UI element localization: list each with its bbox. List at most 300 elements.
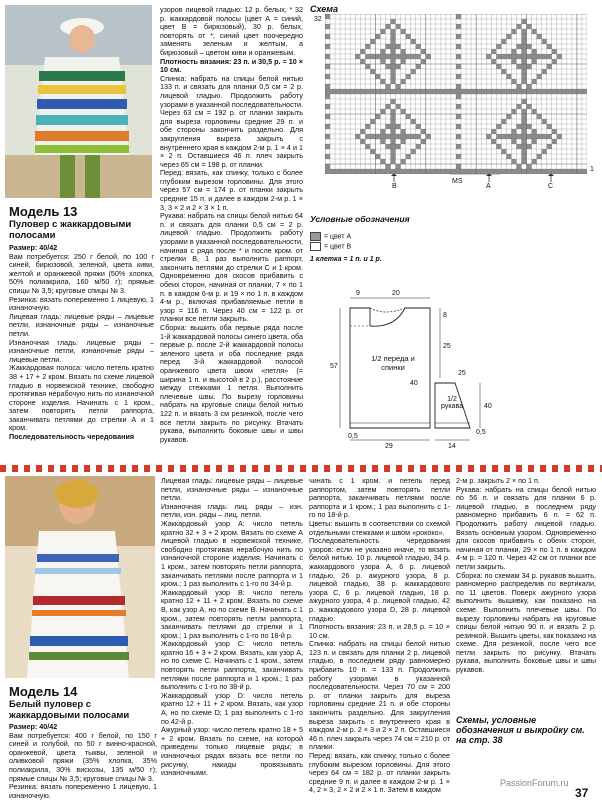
- chart-cell: [491, 49, 496, 54]
- chart-cell: [527, 104, 532, 109]
- chart-cell: [547, 89, 552, 94]
- chart-cell: [496, 89, 501, 94]
- chart-cell: [391, 34, 396, 39]
- chart-cell: [380, 139, 385, 144]
- chart-cell: [391, 154, 396, 159]
- chart-cell: [391, 99, 396, 104]
- chart-cell: [411, 54, 416, 59]
- chart-cell: [527, 134, 532, 139]
- dim-bottom-2: 29: [385, 443, 393, 450]
- model13-title: Модель 13: [9, 204, 78, 219]
- chart-cell: [391, 119, 396, 124]
- chart-cell: [491, 129, 496, 134]
- chart-cell: [401, 79, 406, 84]
- chart-cell: [542, 134, 547, 139]
- chart-cell: [365, 44, 370, 49]
- model13-materials: Вам потребуется: 250 г белой, по 100 г синей, бирюзовой, зеленой, цвета киви, желтой и оранжевой пряжи (50% хлопка, 50% полиакрила, 160 м/50 г); прямые спицы № 3,5; круговые спицы № 3.: [9, 251, 154, 295]
- chart-cell: [511, 159, 516, 164]
- chart-side-label: 1: [590, 166, 594, 173]
- model13-jacquard: Жаккардовая полоса: число петель кратно 38 + 17 + 2 кром. Вязать по схеме лицевой гладью в норвежской технике, свободно протягивая нерабочую нить по изнаночной стороне изделия. Начинать с 1 кром., затем повторять петли раппорта, заканчивать петлями до стрелки А и 1 кром.: [9, 363, 154, 433]
- chart-cell: [522, 144, 527, 149]
- chart-cell: [370, 119, 375, 124]
- chart-cell: [396, 54, 401, 59]
- chart-cell: [577, 89, 582, 94]
- model13-rib: Резинка: вязать попеременно 1 лицевую, 1 изнаночную.: [9, 294, 154, 313]
- model14-col3e: Спинка: набрать на спицы белой нитью 123 п. и связать для планки 2 р. лицевой гладью, в последнем ряду равномерно прибавить 10 п. = 133 п. Продолжить работу узорами в указанной последовательности. Через 70 см = 200 р. от планки закрыть для выреза горловины средние 21 п. и обе стороны закончить раздельно. Для закругления выреза закрыть с внутреннего края в каждом 2-м р. 2 × 3 и 2 × 2 п. Оставшиеся 46 п. плеч закрыть через 74 см = 210 р. от планки.: [309, 639, 450, 752]
- chart-cell: [391, 109, 396, 114]
- chart-cell: [370, 134, 375, 139]
- chart-cell: [456, 24, 461, 29]
- chart-cell: [486, 54, 491, 59]
- dim-sleeve-2: 40: [484, 403, 492, 410]
- chart-cell: [335, 89, 340, 94]
- chart-cell: [360, 89, 365, 94]
- chart-cell: [370, 89, 375, 94]
- chart-cell: [421, 89, 426, 94]
- chart-cell: [456, 124, 461, 129]
- back-label: 1/2 переда и спинки: [371, 354, 415, 372]
- chart-cell: [396, 89, 401, 94]
- chart-cell: [325, 84, 330, 89]
- chart-cell: [380, 159, 385, 164]
- chart-cell: [411, 134, 416, 139]
- chart-cell: [375, 34, 380, 39]
- chart-cell: [496, 134, 501, 139]
- chart-cell: [506, 54, 511, 59]
- chart-cell: [411, 69, 416, 74]
- chart-cell: [557, 54, 562, 59]
- chart-cell: [416, 44, 421, 49]
- chart-cell: [542, 69, 547, 74]
- chart-cell: [391, 74, 396, 79]
- chart-cell: [391, 54, 396, 59]
- model14-col2a: Лицевая гладь: лицевые ряды – лицевые петли, изнаночные ряды – изнаночные петли.: [161, 476, 303, 503]
- model14-col2b: Изнаночная гладь: лиц. ряды – изн. петли, изн. ряды – лиц. петли.: [161, 501, 303, 520]
- chart-cell: [456, 84, 461, 89]
- chart-cell: [496, 144, 501, 149]
- chart-cell: [391, 149, 396, 154]
- chart-cell: [547, 54, 552, 59]
- model14-col3a: чинать с 1 кром. и петель перед раппортом, затем повторять петли раппорта, заканчивать петлями после раппорта и 1 кром.; 1 раз выполнить с 1-го по 18-й р.: [309, 476, 450, 520]
- chart-cell: [552, 89, 557, 94]
- chart-cell: [406, 89, 411, 94]
- chart-cell: [380, 79, 385, 84]
- model14-col4b: Рукава: набрать на спицы белой нитью по 56 п. и связать для планки 6 р. лицевой гладью, в последнем ряду равномерно прибавить 6 п. = 62 п. Продолжить работу лицевой гладью. Вязать основным узором. Одновременно для скосов прибавить с обеих сторон, начиная от планки, 29 × по 1 п. в каждом 4-м р. = 120 п. Через 42 см от планки все петли закрыть.: [456, 484, 596, 571]
- chart-cell: [496, 44, 501, 49]
- chart-cell: [360, 59, 365, 64]
- chart-cell: [516, 84, 521, 89]
- chart-cell: [456, 104, 461, 109]
- chart-cell: [325, 124, 330, 129]
- chart-cell: [511, 54, 516, 59]
- chart-cell: [527, 164, 532, 169]
- chart-cell: [532, 49, 537, 54]
- chart-cell: [481, 89, 486, 94]
- chart-cell: [355, 54, 360, 59]
- chart-cell: [375, 89, 380, 94]
- section-divider: [0, 465, 602, 472]
- chart-cell: [370, 69, 375, 74]
- chart-cell: [476, 89, 481, 94]
- chart-cell: [491, 139, 496, 144]
- chart-cell: [416, 124, 421, 129]
- chart-cell: [532, 139, 537, 144]
- chart-cell: [572, 89, 577, 94]
- model14-col3d: Плотность вязания: 23 п. и 28,5 р. = 10 × 10 см.: [309, 622, 450, 640]
- chart-cell: [522, 134, 527, 139]
- chart-cell: [522, 54, 527, 59]
- watermark: PassionForum.ru: [500, 778, 569, 788]
- chart-cell: [385, 54, 390, 59]
- chart-cell: [516, 124, 521, 129]
- chart-cell: [385, 134, 390, 139]
- chart-cell: [325, 134, 330, 139]
- chart-cell: [385, 144, 390, 149]
- chart-cell: [532, 54, 537, 59]
- chart-cell: [401, 49, 406, 54]
- chart-cell: [547, 134, 552, 139]
- chart-cell: [431, 89, 436, 94]
- chart-cell: [501, 119, 506, 124]
- chart-cell: [391, 29, 396, 34]
- chart-cell: [537, 134, 542, 139]
- chart-cell: [582, 89, 587, 94]
- chart-cell: [401, 139, 406, 144]
- model14-col4a: 2-м р. закрыть 2 × по 1 п.: [456, 476, 540, 485]
- chart-cell: [537, 54, 542, 59]
- chart-cell: [391, 159, 396, 164]
- chart-cell: [396, 64, 401, 69]
- chart-cell: [456, 164, 461, 169]
- chart-cell: [537, 89, 542, 94]
- chart-cell: [532, 159, 537, 164]
- chart-cell: [506, 134, 511, 139]
- chart-cell: [527, 24, 532, 29]
- chart-cell: [360, 139, 365, 144]
- chart-cell: [527, 64, 532, 69]
- chart-cell: [542, 39, 547, 44]
- model14-col2g: Ажурный узор: число петель кратно 18 + 5 + 2 кром. Вязать по схеме, на которой приведены только лицевые ряды; в изнаночных рядах вязать все петли по рисунку, накиды провязывать изнаночными.: [161, 725, 303, 778]
- chart-cell: [391, 144, 396, 149]
- dim-sleeve-1: 25: [458, 370, 466, 377]
- chart-cell: [511, 134, 516, 139]
- chart-cell: [385, 124, 390, 129]
- chart-cell: [406, 154, 411, 159]
- chart-cell: [421, 139, 426, 144]
- chart-cell: [486, 134, 491, 139]
- chart-cell: [391, 69, 396, 74]
- knitting-chart: [325, 14, 587, 174]
- chart-cell: [441, 89, 446, 94]
- chart-cell: [522, 89, 527, 94]
- chart-cell: [406, 114, 411, 119]
- model13-reverse: Изнаночная гладь: лицевые ряды – изнаночные петли, изнаночные ряды – лицевые петли.: [9, 337, 154, 364]
- chart-cell: [456, 74, 461, 79]
- chart-cell: [557, 89, 562, 94]
- legend-a-row: = цвет А: [310, 232, 460, 242]
- chart-cell: [416, 89, 421, 94]
- chart-cell: [385, 24, 390, 29]
- chart-cell: [537, 114, 542, 119]
- chart-cell: [516, 54, 521, 59]
- model14-subtitle: Белый пуловер с жаккардовыми полосами: [9, 699, 130, 721]
- chart-cell: [522, 49, 527, 54]
- model14-col4c: Сборка: по схемам 34 р. рукавов вышить, равномерно распределив по вертикали, по 11 цветов. Поверх ажурного узора выполнить вышивку, как показано на схеме. Выполнить плечевые швы. По вырезу горловины набрать на круговые спицы белой нитью 90 п. и вязать 2 р. резинкой. Вышить цветы, как показано на схеме. Для резинкой, после чего все петли закрыть по рисунку. Втачать рукава, выполнить боковые швы и швы рукавов.: [456, 570, 596, 675]
- model14-materials: Вам потребуется: 400 г белой, по 150 г синей и голубой, по 50 г винно-красной, оранжевой, цвета тыквы, зеленой и оливковой пряжи (35% хлопка, 35% полиакрила, 30% вискозы, 135 м/50 г); прямые спицы № 3,5; круговые спицы № 3.: [9, 730, 157, 783]
- chart-cell: [491, 59, 496, 64]
- chart-cell: [456, 54, 461, 59]
- chart-cell: [365, 89, 370, 94]
- chart-cell: [406, 34, 411, 39]
- chart-cell: [511, 129, 516, 134]
- chart-cell: [396, 144, 401, 149]
- chart-cell: [456, 64, 461, 69]
- chart-cell: [396, 164, 401, 169]
- model14-col3f: Перед: вязать, как спинку, только с более глубоким вырезом горловины. Для этого через 64 см = 182 р. от планки закрыть средние 9 п. и далее в каждом 2-м р. 1 × 4, 2 × 3, 2 × 2 и 2 × 1 п. Затем в каждом: [309, 751, 450, 795]
- chart-cell: [411, 119, 416, 124]
- chart-cell: [501, 89, 506, 94]
- chart-cell: [466, 89, 471, 94]
- chart-cell: [385, 84, 390, 89]
- model13-col2: узоров лицевой гладью: 12 р. белых, * 32 р. жаккардовой полосы (цвет А = синий, цвет В = бирюзовый), 30 р. белых, повторять от *; синий цвет поочередно заменять зеленым и желтым, а бирюзовый – цветом киви и оранжевым.: [160, 5, 303, 57]
- chart-cell: [456, 94, 461, 99]
- pattern-diagram: [330, 288, 590, 453]
- chart-cell: [325, 154, 330, 159]
- chart-top-label: 32: [314, 16, 322, 23]
- dim-left-1: 57: [330, 363, 338, 370]
- chart-cell: [547, 124, 552, 129]
- chart-cell: [370, 149, 375, 154]
- chart-cell: [527, 84, 532, 89]
- chart-cell: [391, 114, 396, 119]
- model13-sequence: Последовательность чередования: [9, 432, 135, 442]
- model13-sleeves: Рукава: набрать на спицы белой нитью 64 п. и связать для планки 0,5 см = 2 р. лицевой гладью. Продолжить работу узорами в указанной последовательности, начиная с ряда после * и после кром. от стрелки В, 1 раз выполнить раппорт, закончить петлями до стрелки С и 1 кром. Одновременно для скосов прибавить с обеих сторон, начиная от планки, 7 × по 1 п. в каждом 6-м р. и 19 × по 1 п. в каждом 4-м р., включая прибавляемые петли в узор = 116 п. Через 40 см = 122 р. от планки все петли закрыть.: [160, 211, 303, 324]
- footer-note: Схемы, условные обозначения и выкройку см. на стр. 38: [456, 715, 585, 745]
- chart-cell: [406, 54, 411, 59]
- chart-cell: [451, 89, 456, 94]
- chart-cell: [522, 109, 527, 114]
- chart-cell: [511, 109, 516, 114]
- model14-size: Размер: 40/42: [9, 722, 58, 731]
- chart-cell: [411, 39, 416, 44]
- chart-cell: [350, 89, 355, 94]
- dim-top-1: 9: [356, 290, 360, 297]
- chart-cell: [501, 39, 506, 44]
- legend-b-row: = цвет В: [310, 242, 460, 252]
- chart-cell: [522, 149, 527, 154]
- chart-cell: [436, 89, 441, 94]
- chart-cell: [501, 69, 506, 74]
- chart-cell: [522, 99, 527, 104]
- model13-density: Плотность вязания: 23 п. и 30,5 р. = 10 × 10 см.: [160, 56, 303, 75]
- chart-cell: [325, 144, 330, 149]
- chart-cell: [391, 124, 396, 129]
- chart-cell: [380, 109, 385, 114]
- chart-cell: [370, 54, 375, 59]
- chart-cell: [511, 139, 516, 144]
- chart-cell: [375, 74, 380, 79]
- chart-cell: [401, 89, 406, 94]
- chart-cell: [522, 124, 527, 129]
- chart-cell: [511, 59, 516, 64]
- model13-back: Спинка: набрать на спицы белой нитью 133 п. и связать для планки 0,5 см = 2 р. лицевой гладью. Продолжить работу узорами в указанной последовательности. Через 63 см = 192 р. от планки закрыть для выреза горловины средние 29 п. и обе стороны закончить раздельно. Для закругления выреза закрыть с внутреннего края в каждом 2-м р. 1 × 4 и 1 × 2 п. Оставшиеся 46 п. плеч закрыть через 65 см = 198 р. от планки.: [160, 73, 303, 169]
- chart-cell: [325, 89, 330, 94]
- chart-cell: [325, 34, 330, 39]
- dim-sleeve-3: 0,5: [476, 429, 486, 436]
- chart-cell: [325, 44, 330, 49]
- chart-cell: [456, 44, 461, 49]
- chart-cell: [542, 149, 547, 154]
- chart-arrow-c: C: [548, 183, 554, 190]
- chart-cell: [532, 109, 537, 114]
- chart-cell: [471, 89, 476, 94]
- chart-cell: [552, 129, 557, 134]
- chart-cell: [506, 89, 511, 94]
- chart-cell: [325, 104, 330, 109]
- chart-cell: [325, 54, 330, 59]
- model13-size: Размер: 40/42: [9, 243, 58, 252]
- dim-bottom-3: 14: [448, 443, 456, 450]
- model13-subtitle: Пуловер с жаккардовыми полосами: [9, 219, 132, 241]
- chart-cell: [522, 114, 527, 119]
- chart-cell: [365, 124, 370, 129]
- model14-title: Модель 14: [9, 684, 78, 699]
- chart-cell: [547, 64, 552, 69]
- model14-photo: [5, 476, 155, 678]
- chart-cell: [325, 94, 330, 99]
- chart-cell: [547, 44, 552, 49]
- chart-cell: [355, 89, 360, 94]
- chart-cell: [375, 134, 380, 139]
- chart-cell: [380, 49, 385, 54]
- chart-cell: [385, 64, 390, 69]
- chart-cell: [330, 89, 335, 94]
- chart-cell: [511, 49, 516, 54]
- chart-cell: [522, 74, 527, 79]
- chart-cell: [522, 139, 527, 144]
- chart-cell: [325, 14, 330, 19]
- chart-cell: [496, 124, 501, 129]
- chart-arrow-a: A: [486, 183, 491, 190]
- chart-cell: [506, 74, 511, 79]
- chart-cell: [426, 54, 431, 59]
- chart-cell: [345, 89, 350, 94]
- chart-cell: [522, 34, 527, 39]
- chart-cell: [542, 119, 547, 124]
- dim-right-3: 40: [410, 380, 418, 387]
- chart-cell: [446, 89, 451, 94]
- chart-cell: [516, 44, 521, 49]
- chart-cell: [380, 134, 385, 139]
- chart-cell: [380, 59, 385, 64]
- model14-col2d: Жаккардовый узор В: число петель кратно 12 + 11 + 2 кром. Вязать по схеме В, как узор А, но по схеме В. Начинать с 1 кром., затем повторять петли раппорта, заканчивать петлями до стрелки и 1 кром.; 1 раз выполнить с 1-го по 18-й р.: [161, 587, 303, 640]
- sleeve-label: 1/2 рукава: [441, 396, 463, 410]
- chart-cell: [365, 54, 370, 59]
- chart-cell: [547, 144, 552, 149]
- chart-cell: [385, 44, 390, 49]
- chart-cell: [380, 54, 385, 59]
- chart-cell: [522, 129, 527, 134]
- chart-cell: [511, 79, 516, 84]
- chart-cell: [522, 154, 527, 159]
- chart-cell: [365, 144, 370, 149]
- chart-cell: [552, 139, 557, 144]
- chart-cell: [456, 89, 461, 94]
- chart-cell: [527, 89, 532, 94]
- model14-col2f: Жаккардовый узор D: число петель кратно 12 + 11 + 2 кром. Вязать, как узор А, но по схеме D; 1 раз выполнить с 1-го по 42-й р.: [161, 690, 303, 726]
- dim-top-2: 20: [392, 290, 400, 297]
- chart-cell: [522, 29, 527, 34]
- chart-cell: [360, 129, 365, 134]
- legend-a-swatch: [310, 232, 321, 241]
- chart-cell: [552, 59, 557, 64]
- chart-cell: [527, 124, 532, 129]
- chart-cell: [426, 89, 431, 94]
- chart-cell: [396, 24, 401, 29]
- chart-cell: [380, 89, 385, 94]
- chart-cell: [542, 89, 547, 94]
- chart-cell: [552, 49, 557, 54]
- chart-cell: [501, 149, 506, 154]
- chart-cell: [365, 64, 370, 69]
- chart-cell: [557, 134, 562, 139]
- chart-cell: [491, 89, 496, 94]
- chart-cell: [532, 59, 537, 64]
- chart-cell: [522, 44, 527, 49]
- chart-cell: [401, 59, 406, 64]
- chart-cell: [522, 69, 527, 74]
- chart-cell: [456, 34, 461, 39]
- chart-cell: [325, 64, 330, 69]
- chart-cell: [391, 44, 396, 49]
- chart-cell: [501, 134, 506, 139]
- chart-cell: [416, 54, 421, 59]
- chart-cell: [567, 89, 572, 94]
- chart-cell: [406, 74, 411, 79]
- chart-cell: [411, 89, 416, 94]
- chart-cell: [537, 34, 542, 39]
- chart-cell: [542, 54, 547, 59]
- chart-cell: [456, 134, 461, 139]
- chart-cell: [426, 134, 431, 139]
- chart-cell: [391, 64, 396, 69]
- chart-cell: [461, 89, 466, 94]
- model14-col3b: Цветы: вышить в соответствии со схемой отдельными стежками и швом «рококо».: [309, 518, 450, 537]
- dim-right-2: 25: [443, 343, 451, 350]
- legend-cell: 1 клетка = 1 п. и 1 р.: [310, 255, 382, 263]
- chart-cell: [396, 84, 401, 89]
- chart-cell: [522, 79, 527, 84]
- chart-cell: [532, 79, 537, 84]
- chart-cell: [401, 54, 406, 59]
- chart-cell: [456, 154, 461, 159]
- chart-cell: [532, 129, 537, 134]
- chart-cell: [391, 39, 396, 44]
- model13-photo: [5, 5, 152, 198]
- chart-cell: [516, 104, 521, 109]
- chart-cell: [506, 114, 511, 119]
- chart-cell: [391, 79, 396, 84]
- chart-cell: [411, 149, 416, 154]
- chart-cell: [522, 119, 527, 124]
- chart-cell: [532, 29, 537, 34]
- chart-cell: [532, 134, 537, 139]
- chart-cell: [527, 44, 532, 49]
- chart-cell: [522, 19, 527, 24]
- chart-cell: [370, 39, 375, 44]
- chart-cell: [501, 54, 506, 59]
- chart-cell: [391, 129, 396, 134]
